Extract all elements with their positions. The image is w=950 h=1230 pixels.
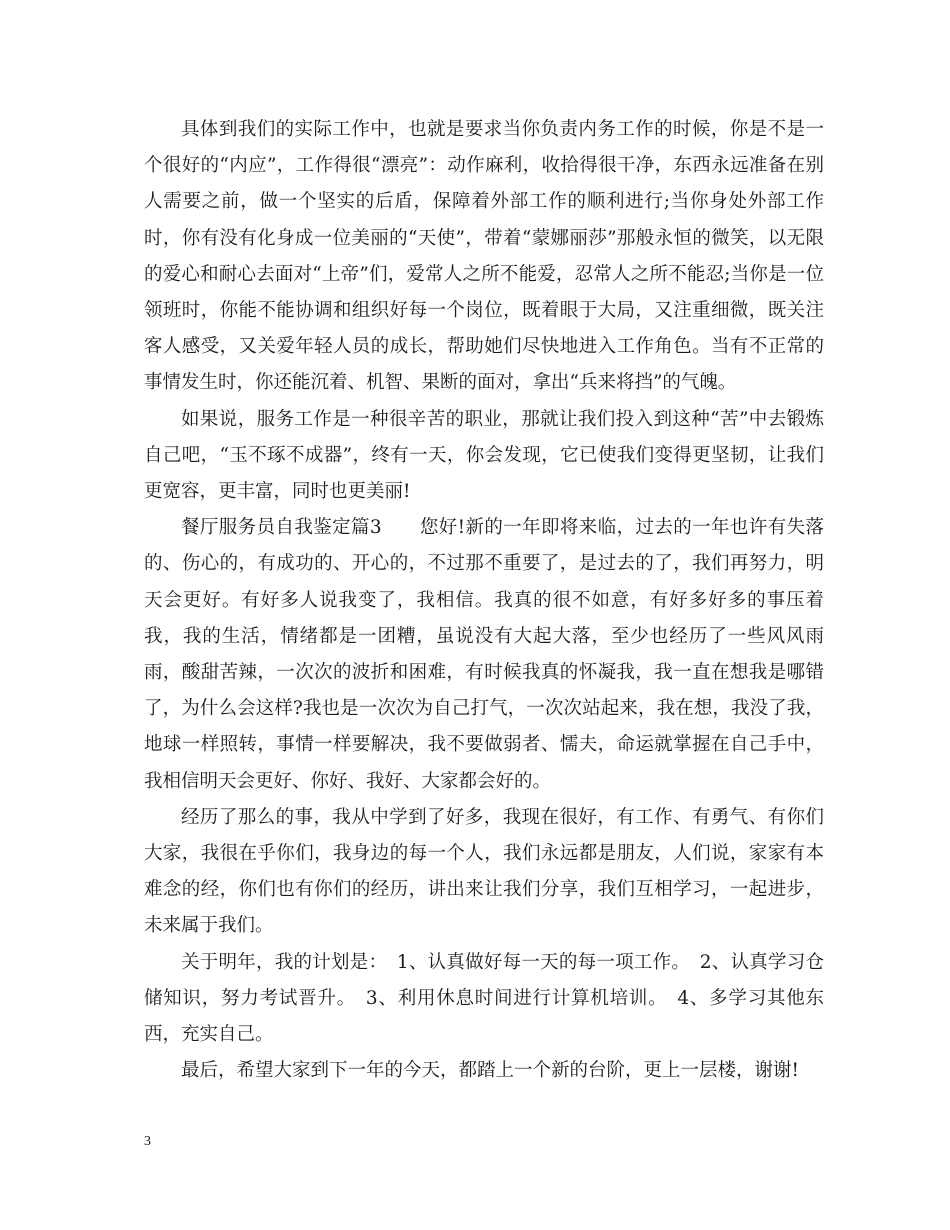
paragraph-6: 最后，希望大家到下一年的今天，都踏上一个新的台阶，更上一层楼，谢谢! [181,1060,799,1082]
paragraph-1: 具体到我们的实际工作中，也就是要求当你负责内务工作的时候，你是不是一个很好的“内应”，工作得很“漂亮”：动作麻利，收拾得很干净，东西永远准备在别人需要之前，做一个坚实的后盾，保障着外部工作的顺利进行;当你身处外部工作时，你有没有化身成一位美丽的“天使”，带着“蒙娜丽莎”那般永恒的微笑，以无限的爱心和耐心去面对“上帝”们，爱常人之所不能爱，忍常人之所不能忍;当你是一位领班时，你能不能协调和组织好每一个岗位，既着眼于大局，又注重细微，既关注客人感受，又关爱年轻人员的成长，帮助她们尽快地进入工作角色。当有不正常的事情发生时，你还能沉着、机智、果断的面对，拿出“兵来将挡”的气魄。 [144,119,824,394]
document-body [144,112,824,1089]
paragraph-4: 经历了那么的事，我从中学到了好多，我现在很好，有工作、有勇气、有你们大家，我很在乎你们，我身边的每一个人，我们永远都是朋友，人们说，家家有本难念的经，你们也有你们的经历，讲出来让我们分享，我们互相学习，一起进步，未来属于我们。 [144,806,824,937]
page-number: 3 [144,1134,151,1149]
paragraph-2: 如果说，服务工作是一种很辛苦的职业，那就让我们投入到这种“苦”中去锻炼自己吧，“玉不琢不成器”，终有一天，你会发现，它已使我们变得更坚韧，让我们更宽容，更丰富，同时也更美丽! [144,408,824,503]
paragraph-5: 关于明年，我的计划是： 1、认真做好每一天的每一项工作。 2、认真学习仓储知识，努力考试晋升。 3、利用休息时间进行计算机培训。 4、多学习其他东西，充实自己。 [144,951,824,1046]
paragraph-3: 餐厅服务员自我鉴定篇3 您好!新的一年即将来临，过去的一年也许有失落的、伤心的，有成功的、开心的，不过那不重要了，是过去的了，我们再努力，明天会更好。有好多人说我变了，我相信。我真的很不如意，有好多好多的事压着我，我的生活，情绪都是一团糟，虽说没有大起大落，至少也经历了一些风风雨雨，酸甜苦辣，一次次的波折和困难，有时候我真的怀凝我，我一直在想我是哪错了，为什么会这样?我也是一次次为自己打气，一次次站起来，我在想，我没了我，地球一样照转，事情一样要解决，我不要做弱者、懦夫，命运就掌握在自己手中，我相信明天会更好、你好、我好、大家都会好的。 [144,517,824,792]
